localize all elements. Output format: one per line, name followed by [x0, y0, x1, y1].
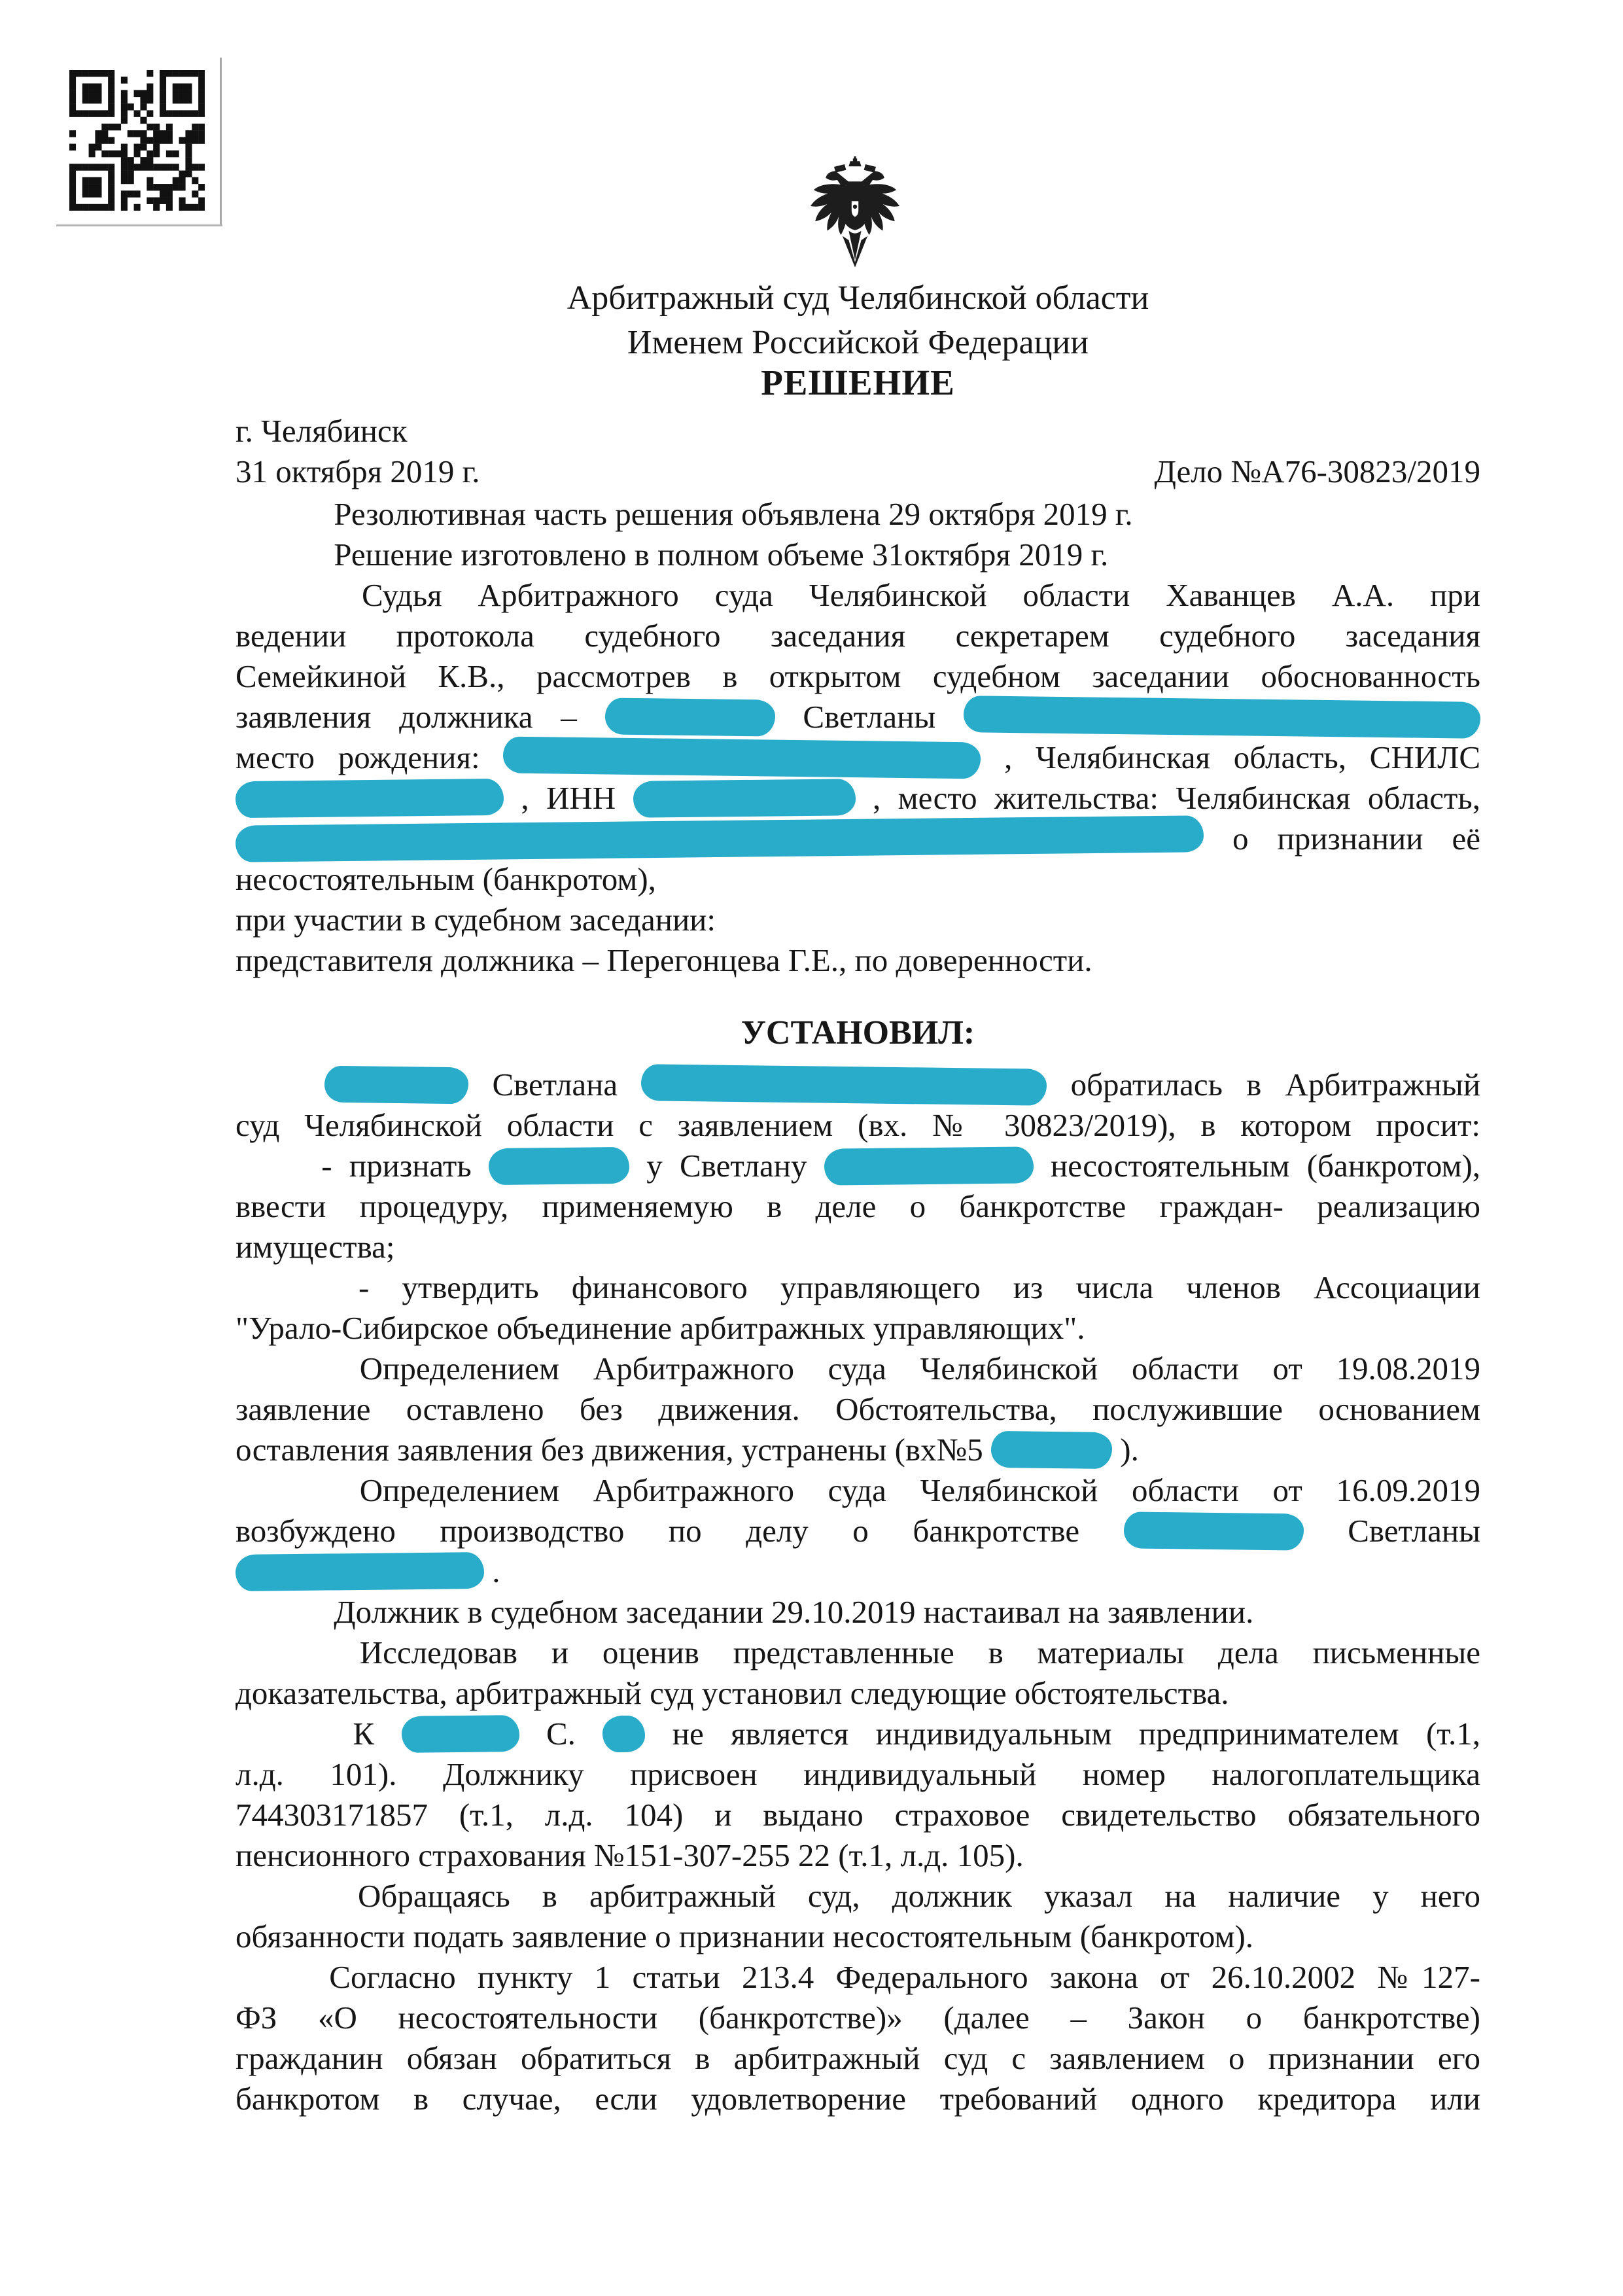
redaction-mark: [236, 1552, 485, 1591]
document-line: [236, 1876, 1480, 1916]
line-text: возбуждено производство по делу о банкротстве: [236, 1513, 1080, 1549]
redaction-mark: [991, 1431, 1113, 1469]
document-line: [236, 778, 1480, 819]
line-text: не является индивидуальным предпринимателем (т.1,: [672, 1716, 1481, 1752]
document-line: [236, 900, 1480, 940]
redaction-mark: [401, 1715, 519, 1753]
document-line: [236, 1551, 1480, 1592]
line-text: обратилась в Арбитражный: [1070, 1067, 1481, 1103]
document-line: [236, 2038, 1480, 2079]
document-line: [236, 1267, 1480, 1308]
section-header: УСТАНОВИЛ:: [741, 1014, 975, 1051]
document-line: [236, 1308, 1480, 1349]
line-text: заявления должника –: [236, 699, 577, 735]
qr-card-shadow-bottom: [56, 224, 222, 226]
line-text: Судья Арбитражного суда Челябинской области Хаванцев А.А. при: [361, 577, 1481, 613]
paragraph-indent: [236, 1743, 326, 1744]
document-line: [236, 1186, 1480, 1227]
document-type-title: РЕШЕНИЕ: [761, 362, 955, 402]
line-text: Светланы: [1348, 1513, 1481, 1549]
redaction-mark: [641, 1064, 1047, 1106]
paragraph-indent: [236, 1500, 326, 1501]
document-line: [236, 737, 1480, 778]
line-text: Исследовав и оценив представленные в материалы дела письменные: [359, 1634, 1480, 1670]
paragraph-indent: [236, 1987, 307, 1988]
redaction-mark: [489, 1147, 630, 1185]
qr-card-shadow-right: [220, 58, 222, 226]
document-line: [236, 494, 1480, 535]
line-text: Определением Арбитражного суда Челябинской области от 19.08.2019: [359, 1351, 1481, 1386]
document-line: [236, 819, 1480, 859]
paragraph-indent: [236, 523, 326, 525]
line-text: суд Челябинской области с заявлением (вх. № 30823/2019), в котором просит:: [236, 1107, 1480, 1143]
paragraph-indent: [236, 1905, 326, 1907]
document-line: [236, 1227, 1480, 1267]
document-line: [236, 1998, 1480, 2038]
line-text: , Челябинская область, СНИЛС: [1004, 739, 1481, 775]
redaction-mark: [602, 1716, 646, 1753]
date-row: [236, 451, 1480, 492]
redaction-mark: [633, 779, 856, 818]
document-line: [236, 1795, 1480, 1835]
decision-date: 31 октября 2019 г.: [236, 453, 480, 489]
paragraph-indent: [236, 1662, 326, 1663]
redaction-mark: [824, 1146, 1034, 1185]
document-line: [236, 535, 1480, 575]
document-line: [236, 1957, 1480, 1998]
line-text: ведении протокола судебного заседания секретарем судебного заседания: [236, 618, 1480, 654]
redaction-mark: [964, 696, 1481, 739]
line-text: 744303171857 (т.1, л.д. 104) и выдано страховое свидетельство обязательного: [236, 1797, 1480, 1833]
document-line: [236, 1754, 1480, 1795]
line-text: у Светлану: [646, 1148, 807, 1184]
line-text: .: [492, 1553, 500, 1589]
line-text: ).: [1120, 1432, 1139, 1468]
line-text: - утвердить финансового управляющего из числа членов Ассоциации: [358, 1269, 1481, 1305]
line-text: место рождения:: [236, 739, 480, 775]
document-line: [236, 1389, 1480, 1430]
city-line: г. Челябинск: [236, 413, 408, 449]
document-line: [236, 2079, 1480, 2119]
qr-code-icon: [69, 70, 205, 211]
redaction-mark: [604, 698, 775, 736]
redaction-mark: [236, 779, 504, 818]
document-line: [236, 1470, 1480, 1511]
document-line: [236, 1673, 1480, 1714]
document-line: [236, 859, 1480, 900]
paragraph-indent: [236, 1297, 326, 1298]
document-line: [236, 1511, 1480, 1551]
line-text: К: [353, 1716, 375, 1752]
line-text: ввести процедуру, применяемую в деле о банкротстве граждан- реализацию: [236, 1188, 1480, 1224]
document-line: [236, 1916, 1480, 1957]
paragraph-indent: [236, 1094, 301, 1095]
line-text: ФЗ «О несостоятельности (банкротстве)» (далее – Закон о банкротстве): [236, 2000, 1480, 2036]
line-text: Светланы: [803, 699, 936, 735]
line-text: - признать: [321, 1148, 472, 1184]
line-text: заявление оставлено без движения. Обстоятельства, послужившие основанием: [236, 1391, 1480, 1427]
case-number: Дело №А76-30823/2019: [1154, 453, 1480, 489]
line-text: доказательства, арбитражный суд установил следующие обстоятельства.: [236, 1675, 1229, 1711]
line-text: оставления заявления без движения, устранены (вх№5: [236, 1432, 983, 1468]
russia-coat-of-arms-icon: [803, 156, 907, 272]
line-text: имущества;: [236, 1229, 395, 1265]
line-text: , место жительства: Челябинская область,: [872, 780, 1481, 816]
line-text: при участии в судебном заседании:: [236, 902, 716, 938]
court-name: Арбитражный суд Челябинской области: [567, 279, 1149, 317]
line-text: Решение изготовлено в полном объеме 31октября 2019 г.: [334, 537, 1109, 573]
line-text: Резолютивная часть решения объявлена 29 октября 2019 г.: [334, 496, 1133, 532]
paragraph-indent: [236, 1175, 304, 1176]
redaction-mark: [324, 1066, 469, 1104]
line-text: пенсионного страхования №151-307-255 22 (т.1, л.д. 105).: [236, 1837, 1024, 1873]
document-line: [236, 1714, 1480, 1754]
line-text: о признании её: [1232, 821, 1481, 857]
line-text: обязанности подать заявление о признании несостоятельным (банкротом).: [236, 1918, 1254, 1954]
line-text: представителя должника – Перегонцева Г.Е., по доверенности.: [236, 942, 1092, 978]
paragraph-indent: [236, 1378, 326, 1379]
line-text: Семейкиной К.В., рассмотрев в открытом судебном заседании обоснованность: [236, 658, 1480, 694]
document-line: [236, 940, 1480, 981]
line-text: несостоятельным (банкротом),: [236, 861, 656, 897]
document-line: [236, 1592, 1480, 1633]
line-text: л.д. 101). Должнику присвоен индивидуальный номер налогоплательщика: [236, 1756, 1480, 1792]
document-line: [236, 1146, 1480, 1186]
line-text: С.: [546, 1716, 576, 1752]
line-text: Светлана: [492, 1067, 618, 1103]
line-text: несостоятельным (банкротом),: [1051, 1148, 1481, 1184]
line-text: "Урало-Сибирское объединение арбитражных управляющих".: [236, 1310, 1085, 1346]
document-line: [236, 1065, 1480, 1105]
line-text: Определением Арбитражного суда Челябинской области от 16.09.2019: [359, 1472, 1481, 1508]
document-line: [236, 1633, 1480, 1673]
document-line: [236, 1835, 1480, 1876]
document-line: [236, 1430, 1480, 1470]
redaction-mark: [503, 737, 981, 779]
line-text: Обращаясь в арбитражный суд, должник указал на наличие у него: [358, 1878, 1480, 1914]
redaction-mark: [1123, 1511, 1304, 1550]
paragraph-indent: [236, 1621, 326, 1623]
document-line: [236, 656, 1480, 697]
paragraph-indent: [236, 605, 326, 606]
document-line: [236, 616, 1480, 656]
line-text: Должник в судебном заседании 29.10.2019 настаивал на заявлении.: [334, 1594, 1254, 1630]
line-text: , ИНН: [521, 780, 616, 816]
document-line: [236, 1105, 1480, 1146]
document-line: [236, 697, 1480, 737]
line-text: Согласно пункту 1 статьи 213.4 Федерального закона от 26.10.2002 №127-: [329, 1959, 1480, 1995]
in-name-of-line: Именем Российской Федерации: [627, 324, 1089, 361]
document-line: [236, 575, 1480, 616]
line-text: банкротом в случае, если удовлетворение требований одного кредитора или: [236, 2081, 1480, 2117]
redaction-mark: [236, 815, 1204, 862]
paragraph-indent: [236, 564, 326, 565]
document-line: [236, 1349, 1480, 1389]
line-text: гражданин обязан обратиться в арбитражный суд с заявлением о признании его: [236, 2040, 1480, 2076]
